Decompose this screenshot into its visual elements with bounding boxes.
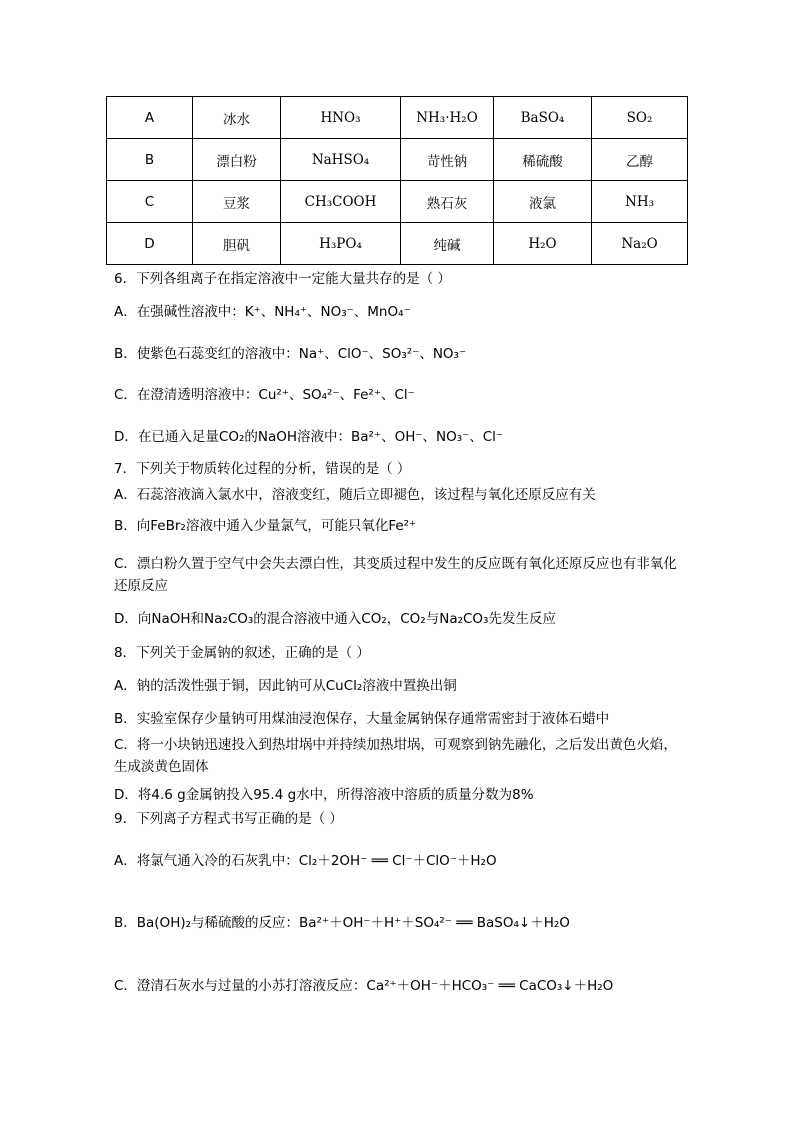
table-cell: 胆矾 xyxy=(193,223,281,265)
table-cell: Na₂O xyxy=(592,223,688,265)
question-7-stem: 7．下列关于物质转化过程的分析，错误的是（ ） xyxy=(114,461,411,477)
table-cell: H₃PO₄ xyxy=(281,223,401,265)
table-cell: 漂白粉 xyxy=(193,139,281,181)
table-cell: 豆浆 xyxy=(193,181,281,223)
question-9-option-b: B．Ba(OH)₂与稀硫酸的反应：Ba²⁺＋OH⁻＋H⁺＋SO₄²⁻ ══ BaSO₄↓＋H₂O xyxy=(114,915,570,931)
question-8-option-a: A．钠的活泼性强于铜，因此钠可从CuCl₂溶液中置换出铜 xyxy=(114,678,457,694)
question-7-option-d: D．向NaOH和Na₂CO₃的混合溶液中通入CO₂，CO₂与Na₂CO₃先发生反应 xyxy=(114,611,556,627)
question-6-stem: 6．下列各组离子在指定溶液中一定能大量共存的是（ ） xyxy=(114,271,451,287)
question-8-option-d: D．将4.6 g金属钠投入95.4 g水中，所得溶液中溶质的质量分数为8% xyxy=(114,787,534,803)
table-cell: 冰水 xyxy=(193,97,281,139)
question-9-stem: 9．下列离子方程式书写正确的是（ ） xyxy=(114,811,343,827)
question-8-option-b: B．实验室保存少量钠可用煤油浸泡保存，大量金属钠保存通常需密封于液体石蜡中 xyxy=(114,711,610,727)
table-cell: 熟石灰 xyxy=(401,181,494,223)
table-cell: SO₂ xyxy=(592,97,688,139)
question-6-option-c: C．在澄清透明溶液中：Cu²⁺、SO₄²⁻、Fe²⁺、Cl⁻ xyxy=(114,387,415,403)
question-7-option-c: C．漂白粉久置于空气中会失去漂白性，其变质过程中发生的反应既有氧化还原反应也有非氧化还原反应 xyxy=(114,556,677,594)
table-row xyxy=(107,139,688,181)
table-cell: 稀硫酸 xyxy=(494,139,592,181)
table-row xyxy=(107,97,688,139)
row-label: A xyxy=(107,97,193,139)
table-cell: 乙醇 xyxy=(592,139,688,181)
question-6-option-d: D．在已通入足量CO₂的NaOH溶液中：Ba²⁺、OH⁻、NO₃⁻、Cl⁻ xyxy=(114,429,504,445)
row-label: D xyxy=(107,223,193,265)
table-cell: NH₃·H₂O xyxy=(401,97,494,139)
table-cell: 纯碱 xyxy=(401,223,494,265)
table-cell: BaSO₄ xyxy=(494,97,592,139)
table-cell: 苛性钠 xyxy=(401,139,494,181)
question-9-option-a: A．将氯气通入冷的石灰乳中：Cl₂＋2OH⁻ ══ Cl⁻＋ClO⁻＋H₂O xyxy=(114,853,497,869)
row-label: C xyxy=(107,181,193,223)
question-6-option-b: B．使紫色石蕊变红的溶液中：Na⁺、ClO⁻、SO₃²⁻、NO₃⁻ xyxy=(114,346,467,362)
table-cell: NaHSO₄ xyxy=(281,139,401,181)
question-8-option-c: C．将一小块钠迅速投入到热坩埚中并持续加热坩埚，可观察到钠先融化，之后发出黄色火焰，生成淡黄色固体 xyxy=(114,737,677,775)
question-8-stem: 8．下列关于金属钠的叙述，正确的是（ ） xyxy=(114,645,370,661)
question-7-option-a: A．石蕊溶液滴入氯水中，溶液变红，随后立即褪色，该过程与氧化还原反应有关 xyxy=(114,487,596,503)
table-cell: CH₃COOH xyxy=(281,181,401,223)
table-row xyxy=(107,181,688,223)
table-row xyxy=(107,223,688,265)
table-cell: 液氯 xyxy=(494,181,592,223)
classification-table xyxy=(106,96,688,265)
table-cell: HNO₃ xyxy=(281,97,401,139)
question-9-option-c: C．澄清石灰水与过量的小苏打溶液反应：Ca²⁺＋OH⁻＋HCO₃⁻ ══ CaCO₃↓＋H₂O xyxy=(114,978,614,994)
question-7-option-b: B．向FeBr₂溶液中通入少量氯气，可能只氧化Fe²⁺ xyxy=(114,518,417,534)
row-label: B xyxy=(107,139,193,181)
table-cell: H₂O xyxy=(494,223,592,265)
question-6-option-a: A．在强碱性溶液中：K⁺、NH₄⁺、NO₃⁻、MnO₄⁻ xyxy=(114,304,411,320)
table-cell: NH₃ xyxy=(592,181,688,223)
